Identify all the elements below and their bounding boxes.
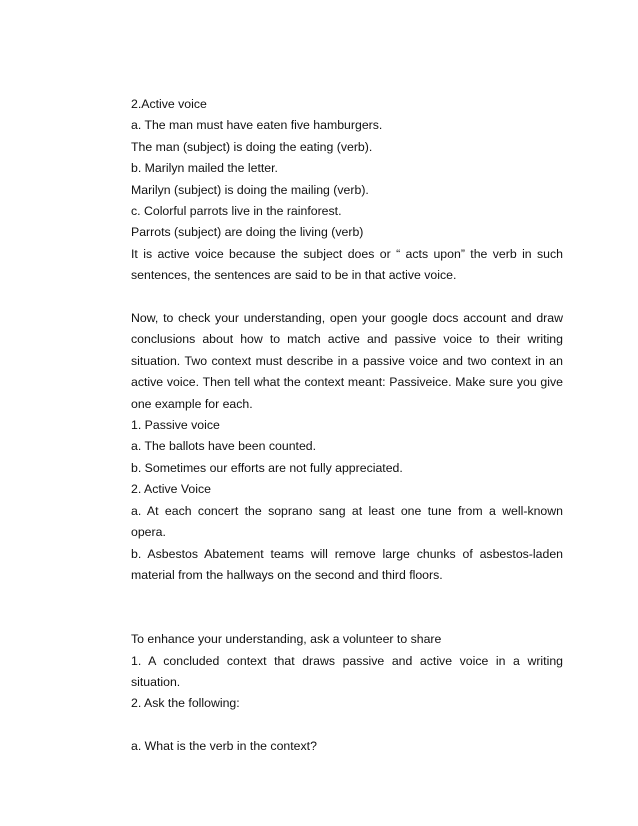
active-voice-explanation: It is active voice because the subject does or “ acts upon” the verb in such sentences, the sentences are said to be in that active voice. [131,246,563,283]
active-example-c-note: Parrots (subject) are doing the living (verb) [131,225,364,240]
active-practice-example-a: a. At each concert the soprano sang at least one tune from a well-known opera. [131,503,563,540]
check-understanding-paragraph: Now, to check your understanding, open your google docs account and draw conclusions about how to match active and passive voice to their writing situation. Two context must describe in a passive voice and two context in an active voice. Then tell what the context meant: Passiveice. Make sure you give one example for each. [131,311,563,411]
question-a: a. What is the verb in the context? [131,739,317,754]
paragraph-spacer [131,287,563,308]
active-voice-heading: 2.Active voice [131,97,207,111]
section-spacer [131,586,563,629]
passive-example-b: b. Sometimes our efforts are not fully appreciated. [131,460,403,475]
active-voice-subheading: 2. Active Voice [131,482,211,497]
passive-example-a: a. The ballots have been counted. [131,439,317,454]
active-example-b: b. Marilyn mailed the letter. [131,161,278,176]
active-example-a: a. The man must have eaten five hamburgers. [131,118,383,133]
passive-voice-heading: 1. Passive voice [131,418,220,433]
active-example-a-note: The man (subject) is doing the eating (verb). [131,139,373,154]
enhance-item-2: 2. Ask the following: [131,696,240,711]
enhance-understanding-intro: To enhance your understanding, ask a volunteer to share [131,632,442,647]
active-example-c: c. Colorful parrots live in the rainforest. [131,204,342,219]
active-practice-example-b: b. Asbestos Abatement teams will remove large chunks of asbestos-laden material from the hallways on the second and third floors. [131,546,563,582]
active-example-b-note: Marilyn (subject) is doing the mailing (verb). [131,182,369,197]
enhance-item-1: 1. A concluded context that draws passive and active voice in a writing situation. [131,653,563,689]
question-spacer [131,715,563,736]
document-body [131,94,563,758]
